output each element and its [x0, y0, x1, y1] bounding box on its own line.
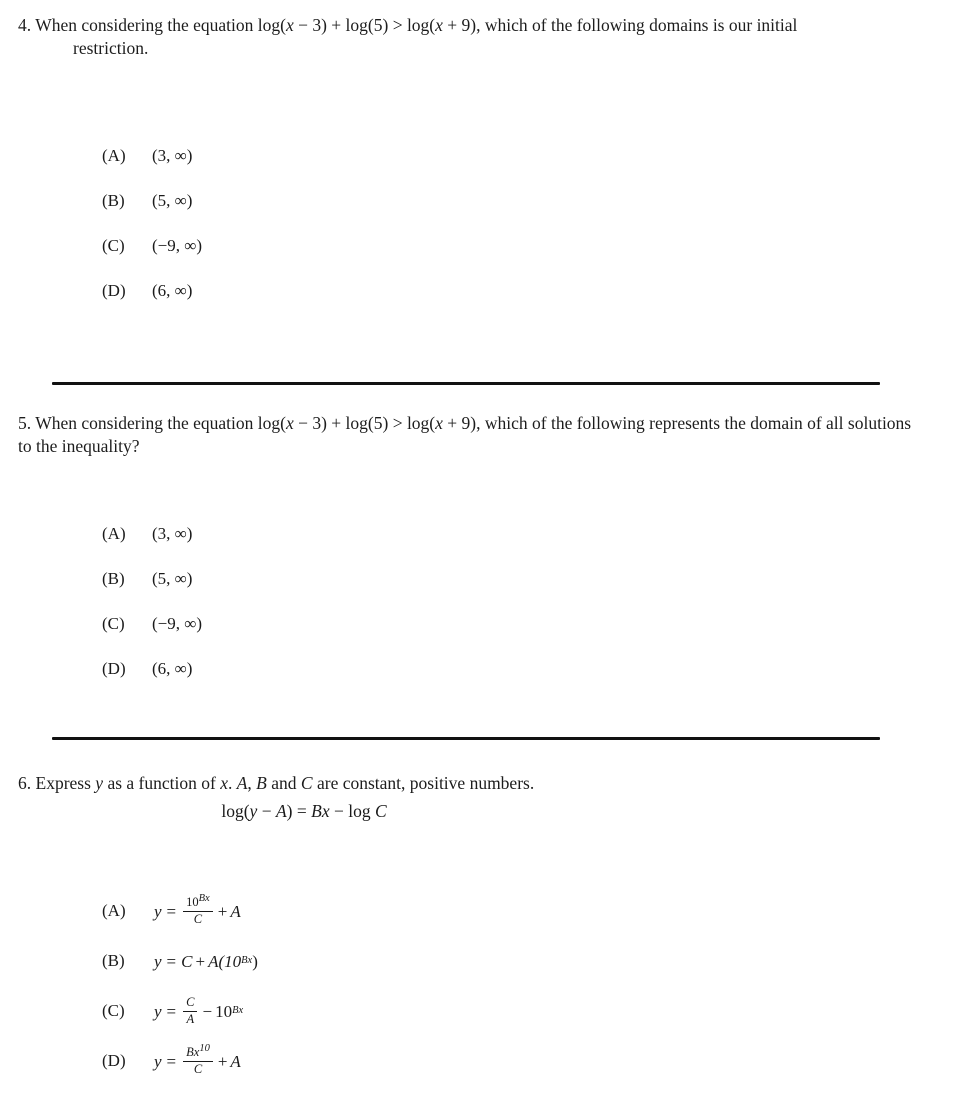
choice-value: (−9, ∞): [152, 613, 203, 633]
equation-lhs-log: log(: [221, 801, 250, 821]
question-4-choice-a[interactable]: [0, 133, 958, 178]
choice-value: (3, ∞): [152, 523, 193, 543]
choice-expression: [154, 893, 241, 926]
question-5-prompt-part-b: − 3) + log(5) > log(: [293, 413, 436, 433]
question-4-prompt-part-c: + 9), which of the following domains is our initial: [442, 15, 798, 35]
question-4-variable-x-2: x: [435, 15, 443, 35]
question-4-number: 4.: [18, 15, 32, 35]
fraction-numerator: [183, 893, 213, 910]
question-5-prompt-part-a: When considering the equation log(: [35, 413, 286, 433]
fraction-denominator: C: [183, 1061, 213, 1076]
numerator-exponent: 10: [199, 1043, 210, 1055]
question-6-choice-b[interactable]: [0, 936, 958, 986]
question-5-variable-x-2: x: [435, 413, 443, 433]
question-5-choice-c[interactable]: [0, 601, 958, 646]
question-6-choice-a[interactable]: [0, 886, 958, 936]
divider-after-question-5: [52, 737, 880, 740]
expr-equals: =: [166, 901, 177, 921]
expr-fraction: [183, 1043, 213, 1076]
equation-lhs-close: ): [286, 801, 293, 821]
expr-close-paren: ): [252, 951, 258, 971]
question-6-constant-c: C: [300, 773, 313, 793]
question-5-choices: [0, 511, 958, 691]
question-4-prompt-part-a: When considering the equation log(: [35, 15, 286, 35]
choice-value: (6, ∞): [152, 658, 193, 678]
choice-expression: y = C + A(10 Bx ): [154, 951, 258, 971]
choice-label: (B): [102, 951, 125, 970]
choice-label: (A): [102, 145, 126, 165]
expr-fraction: [183, 893, 213, 926]
question-6-constant-a: A: [236, 773, 248, 793]
numerator-base: Bx: [186, 1045, 200, 1060]
choice-label: (D): [102, 658, 126, 678]
question-5-choice-d[interactable]: [0, 646, 958, 691]
equation-lhs-minus: −: [257, 801, 276, 821]
question-4-prompt-line-2: restriction.: [73, 38, 149, 58]
equation-rhs-b: B: [311, 801, 322, 821]
equation-rhs-log: log: [348, 801, 375, 821]
question-6-variable-y: y: [95, 773, 104, 793]
equation-rhs-minus: −: [329, 801, 349, 821]
question-5-number: 5.: [18, 413, 32, 433]
choice-label: (D): [102, 1051, 126, 1070]
equation-lhs-y: y: [249, 801, 258, 821]
numerator-base: 10: [186, 895, 199, 910]
question-6-prompt-part-a: Express: [35, 773, 96, 793]
expr-equals: =: [166, 1001, 177, 1021]
question-6-prompt-part-c: .: [227, 773, 237, 793]
choice-label: (C): [102, 235, 125, 255]
choice-value: (3, ∞): [152, 145, 193, 165]
choice-label: (B): [102, 568, 125, 588]
question-6-prompt-part-d: ,: [247, 773, 257, 793]
choice-label: (A): [102, 901, 126, 920]
expr-y: y: [154, 951, 162, 971]
question-5: [0, 412, 958, 458]
choice-label: (B): [102, 190, 125, 210]
expr-y: y: [154, 901, 162, 921]
expr-term-1: C: [181, 951, 193, 971]
expr-term-2: A(10: [208, 951, 242, 971]
question-4-choice-b[interactable]: [0, 178, 958, 223]
fraction-denominator: A: [183, 1011, 197, 1026]
choice-expression: [154, 1043, 241, 1076]
choice-expression: y = $\frac{C}{A}$ − 10 Bx: [154, 995, 244, 1026]
equation-rhs-c: C: [374, 801, 387, 821]
fraction-numerator: C: [186, 995, 195, 1010]
divider-after-question-4: [52, 382, 880, 385]
equation-equals: =: [292, 801, 312, 821]
expr-trailing-term: A: [230, 1051, 241, 1071]
question-5-variable-x-1: x: [285, 413, 294, 433]
question-6-prompt-part-e: and: [266, 773, 301, 793]
expr-equals: =: [166, 1051, 177, 1071]
choice-value: (6, ∞): [152, 280, 193, 300]
question-6-prompt: [0, 772, 958, 795]
question-6-choice-c[interactable]: [0, 986, 958, 1036]
equation-rhs-x: x: [321, 801, 330, 821]
question-4-prompt: [0, 14, 958, 60]
choice-value: (5, ∞): [152, 190, 193, 210]
question-5-choice-b[interactable]: [0, 556, 958, 601]
question-4-variable-x-1: x: [285, 15, 294, 35]
expr-trailing-term: A: [230, 901, 241, 921]
expr-operator: +: [195, 951, 206, 971]
choice-value: (−9, ∞): [152, 235, 203, 255]
question-4-choice-c[interactable]: [0, 223, 958, 268]
expr-operator: +: [217, 901, 228, 921]
question-6: [0, 772, 958, 822]
question-5-choice-a[interactable]: [0, 511, 958, 556]
choice-label: (C): [102, 1001, 125, 1020]
question-4-prompt-part-b: − 3) + log(5) > log(: [293, 15, 436, 35]
expr-y: y: [154, 1001, 162, 1021]
expr-equals: =: [166, 951, 177, 971]
question-5-prompt-part-c: + 9), which of the following represents the domain of all: [442, 413, 844, 433]
question-6-equation: [0, 801, 958, 822]
question-6-choice-d[interactable]: [0, 1036, 958, 1086]
choice-value: (5, ∞): [152, 568, 193, 588]
question-6-number: 6.: [18, 773, 32, 793]
choice-label: (A): [102, 523, 126, 543]
numerator-exponent: Bx: [198, 893, 210, 905]
question-6-prompt-part-f: are constant, positive numbers.: [312, 773, 535, 793]
question-6-choices: [0, 886, 958, 1086]
question-4-choice-d[interactable]: [0, 268, 958, 313]
expr-operator: +: [217, 1051, 228, 1071]
expr-trailing-base: 10: [215, 1001, 233, 1021]
question-5-prompt-line-2: solutions to the inequality?: [18, 413, 912, 456]
question-5-prompt: [0, 412, 958, 458]
equation-lhs-a: A: [275, 801, 287, 821]
fraction-denominator: C: [183, 911, 213, 926]
fraction-numerator: [183, 1043, 213, 1060]
question-6-prompt-part-b: as a function of: [103, 773, 221, 793]
expr-fraction: [183, 996, 197, 1025]
expr-operator: −: [202, 1001, 213, 1021]
question-6-constant-b: B: [256, 773, 267, 793]
expr-y: y: [154, 1051, 162, 1071]
question-6-variable-x: x: [220, 773, 228, 793]
question-4-choices: [0, 133, 958, 313]
question-4: [0, 14, 958, 60]
choice-label: (D): [102, 280, 126, 300]
choice-label: (C): [102, 613, 125, 633]
